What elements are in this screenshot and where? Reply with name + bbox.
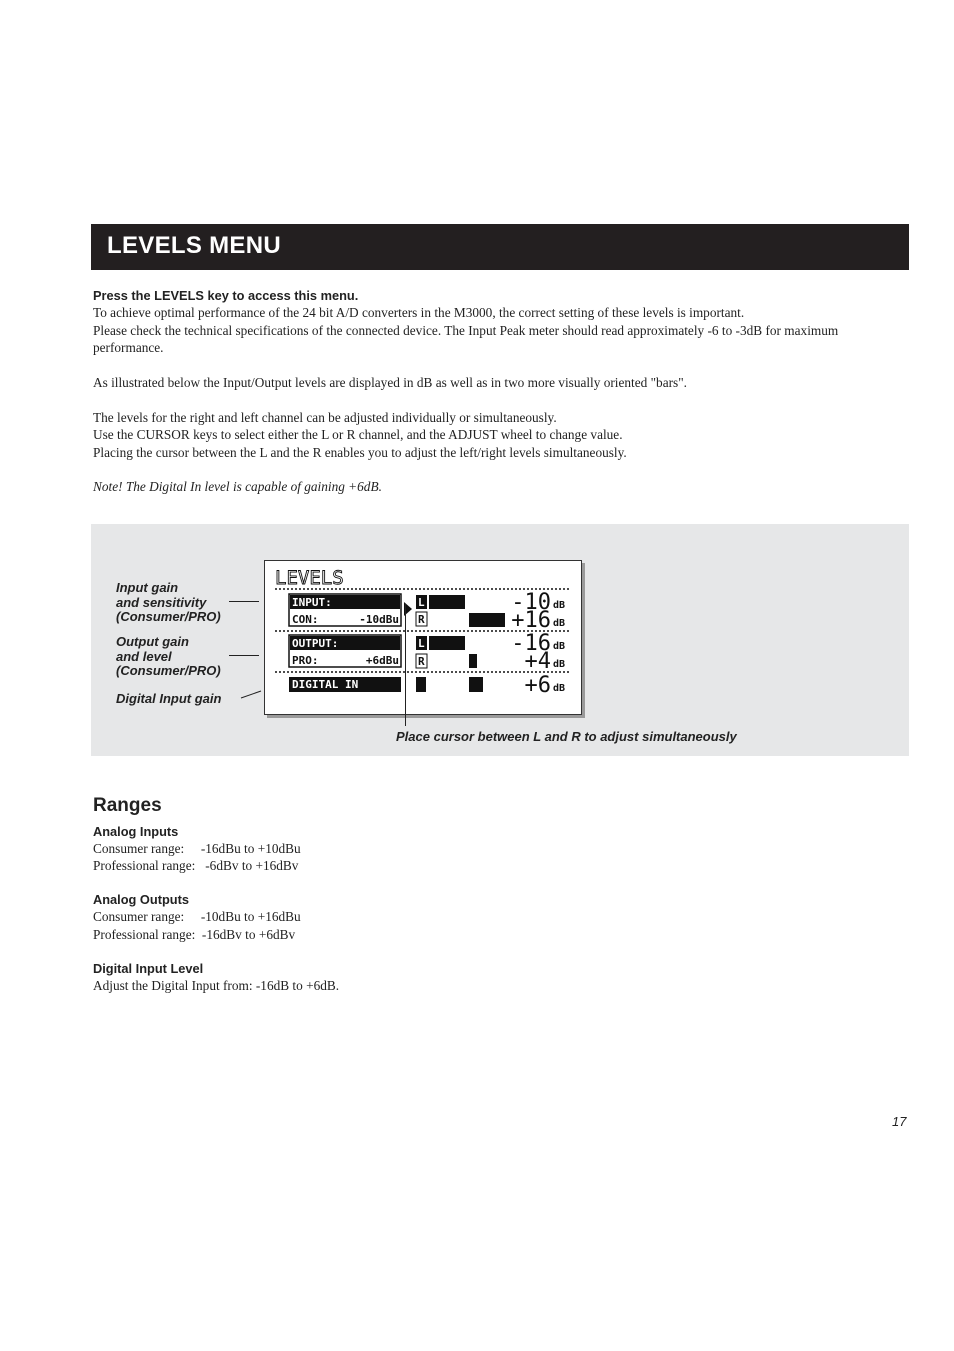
analog-outputs-professional: Professional range: -16dBv to +6dBv xyxy=(93,926,296,942)
lcd-input-value-label: CON: xyxy=(292,613,319,626)
lcd-output-value-label: PRO: xyxy=(292,654,319,667)
ranges-analog-outputs xyxy=(93,891,593,942)
ranges-analog-inputs xyxy=(93,823,593,874)
callout-input-gain: Input gain and sensitivity (Consumer/PRO) xyxy=(116,580,221,624)
lcd-digital-l-bar xyxy=(416,677,426,692)
callout-output-gain: Output gain and level (Consumer/PRO) xyxy=(116,634,221,678)
lcd-digital-value[interactable]: +6 xyxy=(524,673,551,698)
lcd-output-r-label[interactable]: R xyxy=(418,655,425,668)
lcd-digital-label: DIGITAL IN xyxy=(292,678,359,691)
callout-digital-gain: Digital Input gain xyxy=(116,691,222,706)
lcd-digital-r-bar xyxy=(469,677,483,692)
lcd-screen xyxy=(265,561,581,714)
callout-leader-digital xyxy=(240,688,264,700)
intro-paragraph-4: The levels for the right and left channel can be adjusted individually or simultaneously. xyxy=(93,409,557,425)
intro-paragraph-1: To achieve optimal performance of the 24 bit A/D converters in the M3000, the correct setting of these levels is important. xyxy=(93,305,745,321)
lcd-output-r-unit: dB xyxy=(553,659,566,670)
analog-inputs-professional: Professional range: -6dBv to +16dBv xyxy=(93,858,299,874)
intro-lead: Press the LEVELS key to access this menu. xyxy=(93,288,359,303)
lcd-input-l-label[interactable]: L xyxy=(418,596,425,609)
lcd-display xyxy=(264,560,582,715)
digital-input-text: Adjust the Digital Input from: -16dB to +6dB. xyxy=(93,977,340,993)
intro-note: Note! The Digital In level is capable of gaining +6dB. xyxy=(93,479,382,495)
cursor-note: Place cursor between L and R to adjust simultaneously xyxy=(396,729,737,744)
lcd-input-r-value: +16 xyxy=(511,608,551,633)
lcd-input-l-unit: dB xyxy=(553,600,566,611)
cursor-leader-line xyxy=(405,604,406,726)
intro-paragraph-3: As illustrated below the Input/Output levels are displayed in dB as well as in two more visually oriented "bars". xyxy=(93,375,687,391)
page-number: 17 xyxy=(892,1114,907,1129)
lcd-input-l-bar xyxy=(429,595,465,609)
lcd-output-l-unit: dB xyxy=(553,641,566,652)
ranges-section xyxy=(93,795,593,1011)
analog-outputs-heading: Analog Outputs xyxy=(93,892,189,908)
analog-inputs-consumer: Consumer range: -16dBu to +10dBu xyxy=(93,841,301,856)
lcd-input-label: INPUT: xyxy=(292,596,332,609)
lcd-output-r-bar xyxy=(469,654,477,668)
lcd-output-value[interactable]: +6dBu xyxy=(365,654,399,667)
digital-input-heading: Digital Input Level xyxy=(93,960,204,976)
analog-inputs-heading: Analog Inputs xyxy=(93,824,179,839)
lcd-output-l-value: -16 xyxy=(511,631,551,656)
ranges-digital-input xyxy=(93,960,593,994)
lcd-output-l-bar xyxy=(429,636,465,650)
lcd-input-r-label[interactable]: R xyxy=(418,613,425,626)
intro-text xyxy=(93,287,893,496)
page-title: LEVELS MENU xyxy=(107,232,281,259)
ranges-title: Ranges xyxy=(93,795,162,816)
lcd-output-r-value: +4 xyxy=(524,649,551,674)
lcd-output-label: OUTPUT: xyxy=(292,637,339,650)
lcd-input-r-unit: dB xyxy=(553,618,566,629)
callout-leader-output xyxy=(229,655,259,656)
intro-paragraph-5: Use the CURSOR keys to select either the L or R channel, and the ADJUST wheel to change value. xyxy=(93,427,623,443)
lcd-input-l-value: -10 xyxy=(511,590,551,615)
lcd-input-r-bar xyxy=(469,613,505,627)
intro-paragraph-2: Please check the technical specifications of the connected device. The Input Peak meter should read approximately -6 to -3dB for maximum performance. xyxy=(93,322,839,356)
lcd-output-l-label[interactable]: L xyxy=(418,637,425,650)
lcd-title: LEVELS xyxy=(275,567,344,589)
intro-paragraph-6: Placing the cursor between the L and the R enables you to adjust the left/right levels simultaneously. xyxy=(93,444,627,460)
lcd-digital-unit: dB xyxy=(553,683,566,694)
analog-outputs-consumer: Consumer range: -10dBu to +16dBu xyxy=(93,909,301,925)
callout-leader-input xyxy=(229,601,259,602)
section-title-bar xyxy=(91,224,909,270)
lcd-input-value[interactable]: -10dBu xyxy=(359,613,399,626)
